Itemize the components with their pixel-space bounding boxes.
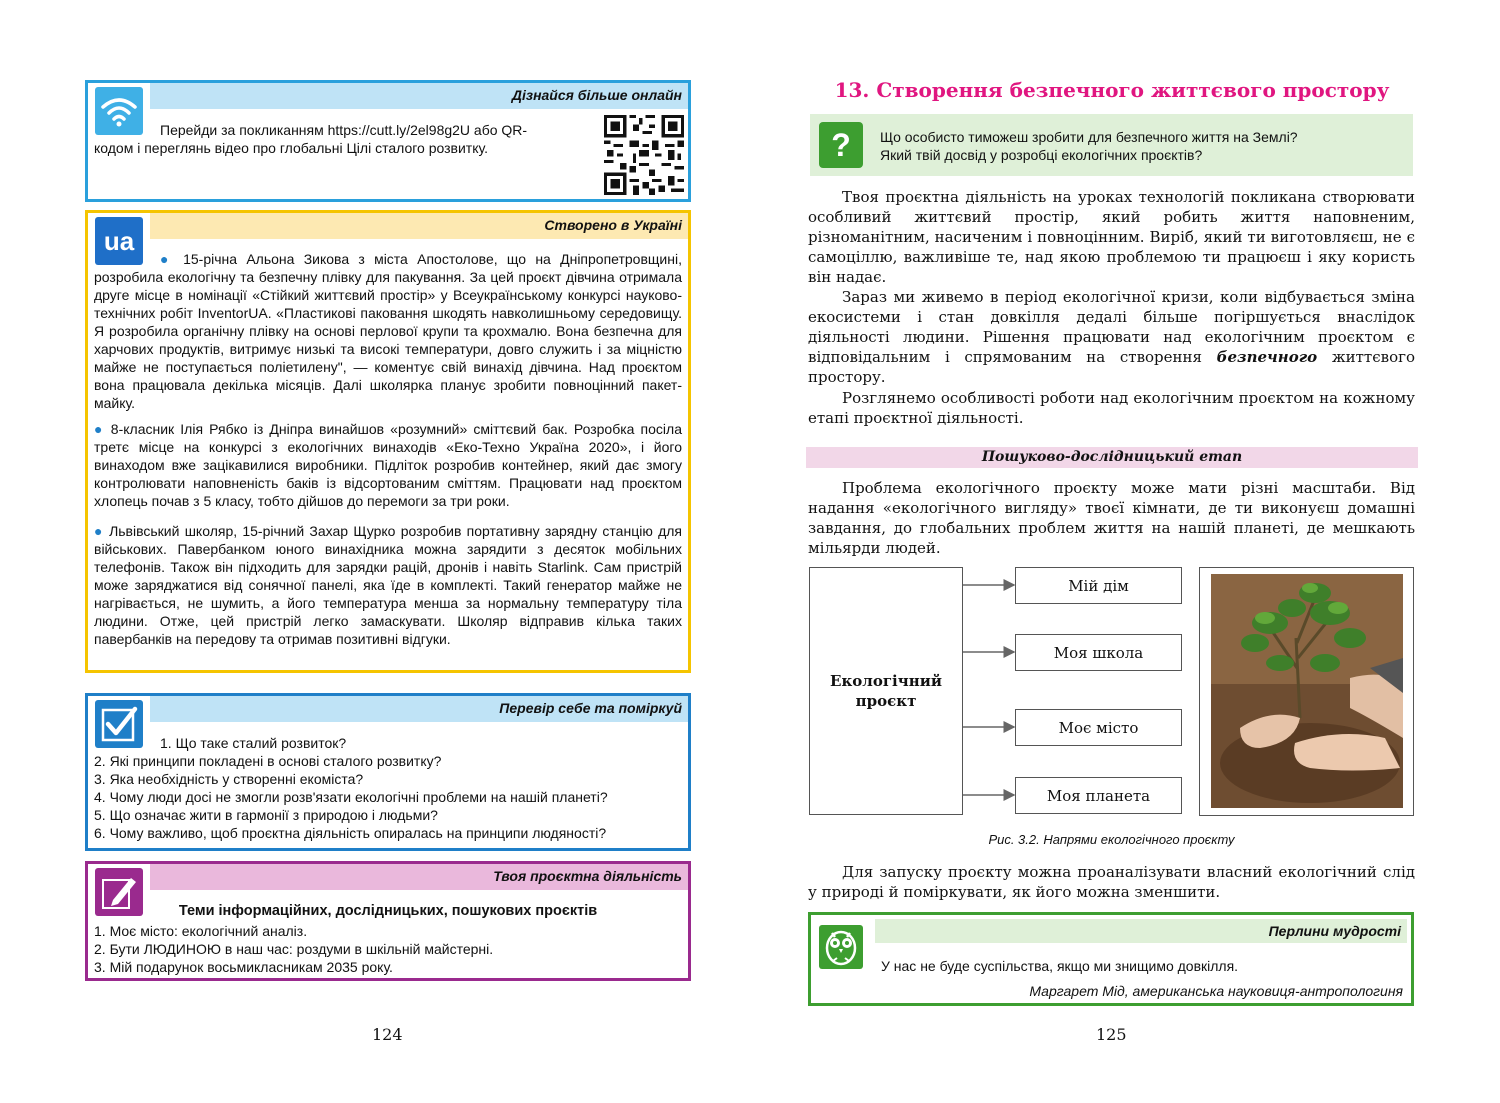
- ukraine-item-2: [94, 420, 682, 510]
- wisdom-quote: У нас не буде суспільства, якщо ми знищимо довкілля.: [881, 958, 1239, 974]
- bullet-icon: ●: [160, 251, 184, 267]
- ukraine-box-header: Створено в Україні: [150, 213, 688, 239]
- page-number-left: 124: [372, 1025, 403, 1044]
- stage-paragraph: Проблема екологічного проєкту може мати різні масштаби. Від надання «екологічного вигляду» твоєї кімнати, де ти виконуєш домашні завдання, до глобальних проблем життя на нашій планеті, де мешкають мільярди людей.: [808, 479, 1415, 557]
- page-number-right: 125: [1096, 1025, 1127, 1044]
- diagram-node-home: Мій дім: [1015, 567, 1182, 604]
- wisdom-box: [808, 912, 1414, 1006]
- project-activity-box: [85, 861, 691, 981]
- figure-caption: Рис. 3.2. Напрями екологічного проєкту: [988, 832, 1235, 847]
- topic-list: [94, 922, 493, 976]
- project-box-header: Твоя проєктна діяльність: [150, 864, 688, 890]
- diagram-arrows: [962, 567, 1018, 817]
- diagram-node-school: Моя школа: [1015, 634, 1182, 671]
- bullet-icon: ●: [94, 523, 110, 539]
- bullet-icon: ●: [94, 421, 111, 437]
- stage-heading: Пошуково-дослідницький етап: [806, 447, 1418, 468]
- ukraine-item-1-text: 15-річна Альона Зикова з міста Апостолове, що на Дніпропетровщині, розробила екологічну та безпечну плівку для пакування. За цей проєкт дівчина отримала друге місце в номінації «Стійкий життєвий простір» у Всеукраїнському конкурсі науково-технічних робіт InventorUA. «Пластикові паковання шкодять навколишньому середовищу. Я розробила органічну плівку на основі перлової крупи та крохмалю. Вона безпечна для харчових продуктів, витримує низькі та високі температури, довго служить і за міцністю майже не поступається поліетилену", — коментує свій винахід дівчина. Над проєктом вона працювала декілька місяців. Далі школярка планує зробити повноцінний пакет-майку.: [94, 251, 682, 411]
- ua-badge-label: ua: [103, 225, 135, 256]
- question-item: 1. Що таке сталий розвиток?: [160, 735, 347, 751]
- body-paragraph-2: [808, 287, 1415, 387]
- body-paragraph-1: Твоя проєктна діяльність на уроках технологій покликана створювати особливий життєвий простір, який робить життя наповненим, різноманітним, насиченим і повноцінним. Виріб, який ти виготовляєш, не є самоціллю, важливіше те, над якою проблемою ти працюєш і яку користь він надає.: [808, 188, 1415, 286]
- planting-photo: [1199, 567, 1414, 816]
- diagram-node-city: Моє місто: [1015, 709, 1182, 746]
- wisdom-author: Маргарет Мід, американська науковиця-антропологиня: [1029, 983, 1403, 999]
- question-item: 6. Чому важливо, щоб проєктна діяльність опиралась на принципи людяності?: [94, 825, 607, 841]
- owl-icon: [819, 925, 863, 969]
- topic-item: 3. Мій подарунок восьмикласникам 2035 року.: [94, 959, 393, 975]
- question-icon: ?: [819, 122, 863, 168]
- question-line: Який твій досвід у розробці екологічних проєктів?: [880, 147, 1203, 163]
- wisdom-box-header: Перлини мудрості: [875, 919, 1407, 943]
- question-list: [94, 734, 734, 842]
- question-item: 2. Які принципи покладені в основі сталого розвитку?: [94, 753, 442, 769]
- question-line: Що особисто тиможеш зробити для безпечного життя на Землі?: [880, 129, 1298, 145]
- page-title: 13. Створення безпечного життєвого простору: [834, 78, 1390, 102]
- check-box-header: Перевір себе та поміркуй: [150, 696, 688, 722]
- diagram-root-node: [809, 567, 963, 815]
- question-item: 4. Чому люди досі не змогли розв'язати екологічні проблеми на нашій планеті?: [94, 789, 608, 805]
- online-box-header: Дізнайся більше онлайн: [150, 83, 688, 109]
- qr-code-icon[interactable]: [604, 115, 684, 195]
- closing-paragraph: Для запуску проєкту можна проаналізувати власний екологічний слід у природі й поміркувати, як його можна зменшити.: [808, 863, 1415, 901]
- online-info-box: [85, 80, 691, 202]
- question-item: 3. Яка необхідність у створенні екомiста?: [94, 771, 364, 787]
- check-yourself-box: [85, 693, 691, 851]
- ukraine-item-2-text: 8-класник Ілія Рябко із Дніпра винайшов «розумний» сміттєвий бак. Розробка посіла третє місце на конкурсі з екологічних винаходів «Еко-Техно Україна 2020», і його винаходом вже зацікавилися виробники. Підліток розробив контейнер, який дає змогу контролювати наповненість баків із відсортованим сміттям. Працювати над проєктом хлопець почав з 5 класу, тобто дійшов до перемоги за три роки.: [94, 421, 682, 509]
- body-paragraph-3: Розглянемо особливості роботи над екологічним проєктом на кожному етапі проєктної діяльності.: [808, 389, 1415, 427]
- ukraine-item-3: [94, 522, 682, 648]
- emphasis-safe: безпечного: [1216, 348, 1318, 366]
- topic-item: 1. Моє місто: екологічний аналіз.: [94, 923, 308, 939]
- ukraine-item-3-text: Львівський школяр, 15-річний Захар Щурко розробив портативну зарядну станцію для військових. Павербанком юного винахідника можна зарядити з десяток мобільних телефонів. Також він підходить для зарядки рацій, дронів і навіть Starlink. Сам пристрій може заряджатися від сонячної панелі, яка їде в комплекті. Такий генератор майже не нагрівається, не шумить, а його температура менша за нормальну температуру тіла людини. Отже, цей пристрій легко замаскувати. Школяр відправив кілька таких павербанків на передову та отримав позитивні відгуки.: [94, 523, 682, 647]
- question-text: [880, 128, 1298, 164]
- paragraph-2-text: Зараз ми живемо в період екологічної кризи, коли відбувається зміна екосистеми і стан довкілля дедалі більше погіршується внаслідок діяльності людини. Рішення працювати над екологічним проєктом є відповідальним і спрямованим на створення: [808, 288, 1415, 366]
- diagram-root-label: проєкт: [855, 692, 917, 710]
- project-topics-title: Теми інформаційних, дослідницьких, пошукових проєктів: [178, 903, 598, 919]
- diagram-node-planet: Моя планета: [1015, 777, 1182, 814]
- created-in-ukraine-box: [85, 210, 691, 673]
- online-box-text: Перейди за покликанням https://cutt.ly/2el98g2U або QR-кодом і переглянь відео про глобальні Цілі сталого розвитку.: [94, 122, 528, 156]
- question-item: 5. Що означає жити в гармонії з природою і людьми?: [94, 807, 438, 823]
- diagram-root-label: Екологічний: [830, 672, 942, 690]
- paragraph-2-end: життєвого простору.: [808, 348, 1415, 386]
- topic-item: 2. Бути ЛЮДИНОЮ в наш час: роздуми в шкільній майстерні.: [94, 941, 494, 957]
- question-box: [810, 114, 1413, 176]
- ukraine-item-1: [94, 250, 682, 412]
